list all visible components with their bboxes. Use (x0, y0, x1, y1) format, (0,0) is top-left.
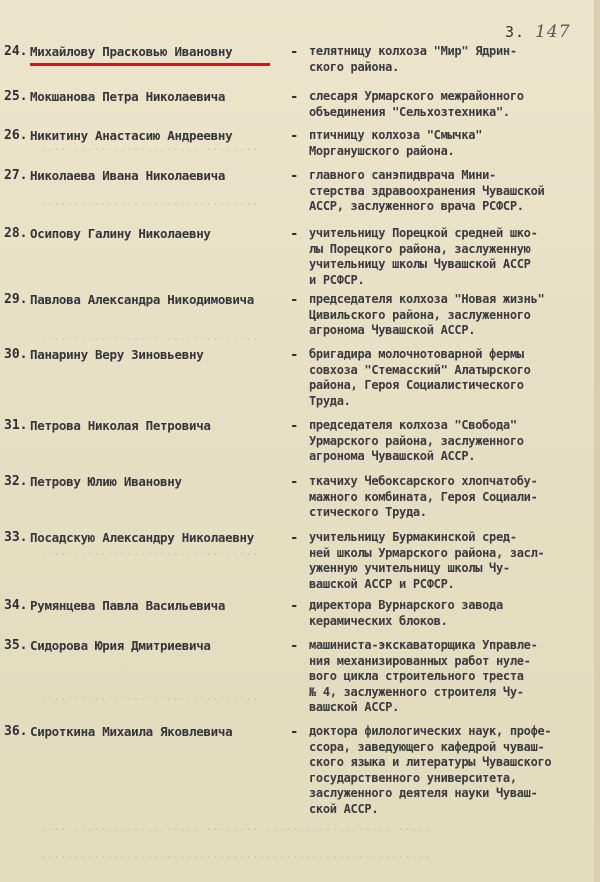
bleed-through-text: ................................. (40, 140, 259, 153)
person-description: ткачиху Чебоксарского хлопчатобу- мажного комбината, Героя Социали- стического Труда. (309, 474, 538, 519)
dash-separator: - (290, 168, 299, 184)
bleed-through-text: ........................................................... (40, 820, 431, 833)
person-name: Николаева Ивана Николаевича (30, 168, 226, 183)
dash-separator: - (290, 724, 299, 740)
dash-separator: - (290, 530, 299, 546)
red-underline-mark (30, 63, 270, 66)
bleed-through-text: ................................. (40, 690, 259, 703)
person-description: учительницу Бурмакинской сред- ней школы Урмарского района, засл- уженную учительницу школы Чу- вашской АССР и РСФСР. (309, 530, 545, 591)
item-number: 36. (4, 724, 28, 739)
person-name: Никитину Анастасию Андреевну (30, 128, 233, 143)
page-number-text: 3. (505, 23, 526, 41)
item-number: 25. (4, 89, 28, 104)
dash-separator: - (290, 226, 299, 242)
item-number: 29. (4, 292, 28, 307)
person-description: машиниста-экскаваторщика Управле- ния механизированных работ нуле- вого цикла строительного треста № 4, заслуженного строителя Чу- вашской АССР. (309, 638, 538, 714)
person-description: учительницу Порецкой средней шко- лы Порецкого района, заслуженную учительницу школы Чувашской АССР и РСФСР. (309, 226, 538, 287)
person-description: бригадира молочнотоварной фермы совхоза "Стемасский" Алатырского района, Героя Социалистического Труда. (309, 347, 531, 408)
item-number: 32. (4, 474, 28, 489)
dash-separator: - (290, 89, 299, 105)
person-name: Михайлову Прасковью Ивановну (30, 44, 233, 59)
dash-separator: - (290, 128, 299, 144)
person-description: директора Вурнарского завода керамических блоков. (309, 598, 503, 628)
person-description: птичницу колхоза "Смычка" Морганушского района. (309, 128, 483, 158)
dash-separator: - (290, 347, 299, 363)
dash-separator: - (290, 598, 299, 614)
person-description: главного санэпидврача Мини- стерства здравоохранения Чувашской АССР, заслуженного врача РСФСР. (309, 168, 545, 213)
person-description: слесаря Урмарского межрайонного объединения "Сельхозтехника". (309, 89, 524, 119)
item-number: 24. (4, 44, 28, 59)
person-name: Сироткина Михаила Яковлевича (30, 724, 233, 739)
person-name: Осипову Галину Николаевну (30, 226, 211, 241)
dash-separator: - (290, 474, 299, 490)
item-number: 28. (4, 226, 28, 241)
page-number (505, 22, 571, 42)
bleed-through-text: ................................. (40, 195, 259, 208)
bleed-through-text: ................................. (40, 330, 259, 343)
item-number: 35. (4, 638, 28, 653)
person-name: Павлова Александра Никодимовича (30, 292, 254, 307)
person-name: Петрову Юлию Ивановну (30, 474, 182, 489)
archive-number: 147 (535, 22, 571, 42)
item-number: 26. (4, 128, 28, 143)
person-name: Мокшанова Петра Николаевича (30, 89, 226, 104)
item-number: 31. (4, 418, 28, 433)
person-name: Петрова Николая Петровича (30, 418, 211, 433)
item-number: 27. (4, 168, 28, 183)
item-number: 33. (4, 530, 28, 545)
person-name: Сидорова Юрия Дмитриевича (30, 638, 211, 653)
person-description: председателя колхоза "Свобода" Урмарского района, заслуженного агронома Чувашской АССР. (309, 418, 524, 463)
item-number: 34. (4, 598, 28, 613)
person-description: доктора филологических наук, профе- ссора, заведующего кафедрой чуваш- ского языка и литературы Чувашского государственного университета, заслуженного деятеля науки Чуваш- ской АССР. (309, 724, 552, 816)
dash-separator: - (290, 418, 299, 434)
bleed-through-text: ........................................................... (40, 848, 431, 861)
person-description: председателя колхоза "Новая жизнь" Цивильского района, заслуженного агронома Чувашской АССР. (309, 292, 545, 337)
person-description: телятницу колхоза "Мир" Ядрин- ского района. (309, 44, 517, 74)
dash-separator: - (290, 638, 299, 654)
person-name: Посадскую Александру Николаевну (30, 530, 254, 545)
person-name: Панарину Веру Зиновьевну (30, 347, 204, 362)
page-edge (594, 0, 600, 882)
person-name: Румянцева Павла Васильевича (30, 598, 226, 613)
dash-separator: - (290, 292, 299, 308)
bleed-through-text: ................................. (40, 545, 259, 558)
dash-separator: - (290, 44, 299, 60)
item-number: 30. (4, 347, 28, 362)
